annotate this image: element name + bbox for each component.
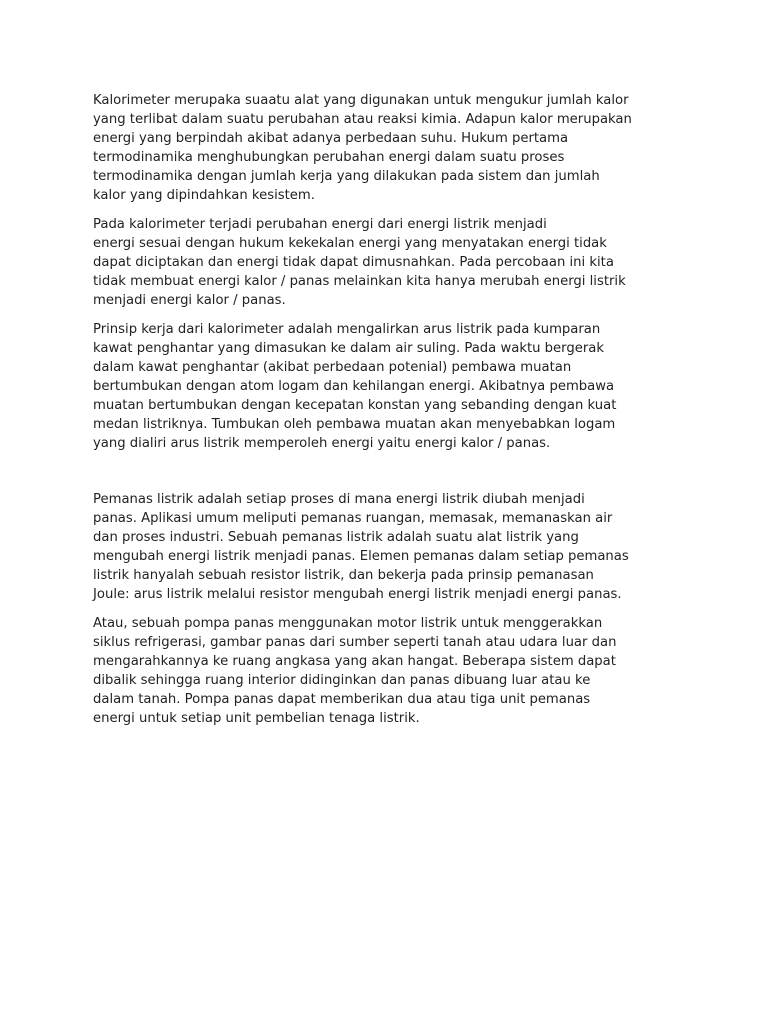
paragraph-calorimeter-definition: Kalorimeter merupaka suaatu alat yang digunakan untuk mengukur jumlah kalor yang terlibat dalam suatu perubahan atau reaksi kimia. Adapun kalor merupakan energi yang berpindah akibat adanya perbedaan suhu. Hukum pertama termodinamika menghubungkan perubahan energi dalam suatu proses termodinamika dengan jumlah kerja yang dilakukan pada sistem dan jumlah kalor yang dipindahkan kesistem. xyxy=(93,93,632,203)
paragraph-heat-pump: Atau, sebuah pompa panas menggunakan motor listrik untuk menggerakkan siklus refrigerasi, gambar panas dari sumber seperti tanah atau udara luar dan mengarahkannya ke ruang angkasa yang akan hangat. Beberapa sistem dapat dibalik sehingga ruang interior didinginkan dan panas dibuang luar atau ke dalam tanah. Pompa panas dapat memberikan dua atau tiga unit pemanas energi untuk setiap unit pembelian tenaga listrik. xyxy=(93,616,617,726)
paragraph-electric-heater: Pemanas listrik adalah setiap proses di mana energi listrik diubah menjadi panas. Aplikasi umum meliputi pemanas ruangan, memasak, memanaskan air dan proses industri. Sebuah pemanas listrik adalah suatu alat listrik yang mengubah energi listrik menjadi panas. Elemen pemanas dalam setiap pemanas listrik hanyalah sebuah resistor listrik, dan bekerja pada prinsip pemanasan Joule: arus listrik melalui resistor mengubah energi listrik menjadi energi panas. xyxy=(93,492,629,602)
paragraph-energy-conversion: Pada kalorimeter terjadi perubahan energi dari energi listrik menjadi energi sesuai dengan hukum kekekalan energi yang menyatakan energi tidak dapat diciptakan dan energi tidak dapat dimusnahkan. Pada percobaan ini kita tidak membuat energi kalor / panas melainkan kita hanya merubah energi listrik menjadi energi kalor / panas. xyxy=(93,217,626,308)
document-body xyxy=(93,91,683,728)
paragraph-working-principle: Prinsip kerja dari kalorimeter adalah mengalirkan arus listrik pada kumparan kawat penghantar yang dimasukan ke dalam air suling. Pada waktu bergerak dalam kawat penghantar (akibat perbedaan potenial) pembawa muatan bertumbukan dengan atom logam dan kehilangan energi. Akibatnya pembawa muatan bertumbukan dengan kecepatan konstan yang sebanding dengan kuat medan listriknya. Tumbukan oleh pembawa muatan akan menyebabkan logam yang dialiri arus listrik memperoleh energi yaitu energi kalor / panas. xyxy=(93,322,617,451)
